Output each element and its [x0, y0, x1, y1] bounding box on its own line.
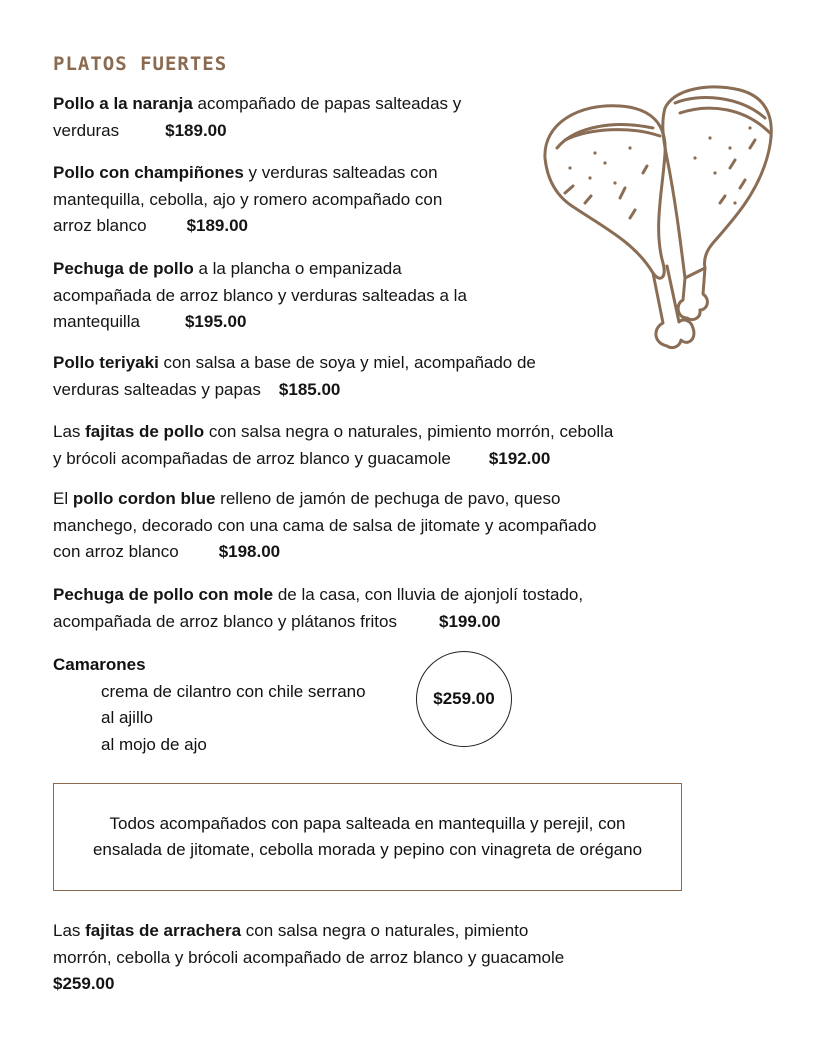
- menu-item-camarones: [53, 652, 366, 758]
- side-dish-note: [53, 783, 682, 891]
- price: $192.00: [488, 448, 551, 468]
- price: $259.00: [53, 974, 115, 993]
- menu-item-fajitas-arrachera: Las fajitas de arrachera con salsa negra o naturales, pimiento morrón, cebolla y brócoli acompañado de arroz blanco y guacamole $259.00: [53, 921, 565, 993]
- price: $198.00: [218, 542, 281, 561]
- menu-item-cordon-blue: El pollo cordon blue relleno de jamón de pechuga de pavo, queso manchego, decorado con una cama de salsa de jitomate y acompañado con arroz blanco $198.00: [53, 489, 597, 561]
- price: $195.00: [184, 312, 247, 331]
- menu-item-pollo-teriyaki: Pollo teriyaki con salsa a base de soya y miel, acompañado de verduras salteadas y papas $185.00: [53, 353, 536, 399]
- camarones-option: crema de cilantro con chile serrano: [101, 681, 366, 701]
- menu-item-fajitas-pollo: Las fajitas de pollo con salsa negra o naturales, pimiento morrón, cebolla y brócoli acompañadas de arroz blanco y guacamole $192.00: [53, 422, 614, 468]
- menu-item-pollo-mole: Pechuga de pollo con mole de la casa, con lluvia de ajonjolí tostado, acompañada de arroz blanco y plátanos fritos $199.00: [53, 585, 584, 631]
- price: $199.00: [438, 611, 501, 631]
- price: $185.00: [278, 379, 341, 399]
- chicken-drumsticks-icon: [535, 78, 780, 353]
- section-title: PLATOS FUERTES: [53, 53, 228, 75]
- camarones-option: al ajillo: [101, 708, 153, 727]
- menu-item-pollo-naranja: Pollo a la naranja acompañado de papas salteadas y verduras $189.00: [53, 94, 462, 140]
- menu-item-pollo-champinones: Pollo con champiñones y verduras salteadas con mantequilla, cebolla, ajo y romero acompañado con arroz blanco $189.00: [53, 163, 443, 235]
- price: $189.00: [165, 120, 227, 140]
- camarones-title: Camarones: [53, 655, 146, 674]
- camarones-price-badge: $259.00: [416, 651, 512, 747]
- note-text: Todos acompañados con papa salteada en mantequilla y perejil, con ensalada de jitomate, cebolla morada y pepino con vinagreta de orégano: [92, 813, 643, 859]
- camarones-option: al mojo de ajo: [101, 734, 207, 754]
- menu-item-pechuga-pollo: Pechuga de pollo a la plancha o empanizada acompañada de arroz blanco y verduras salteadas a la mantequilla $195.00: [53, 259, 467, 331]
- price: $189.00: [186, 216, 249, 235]
